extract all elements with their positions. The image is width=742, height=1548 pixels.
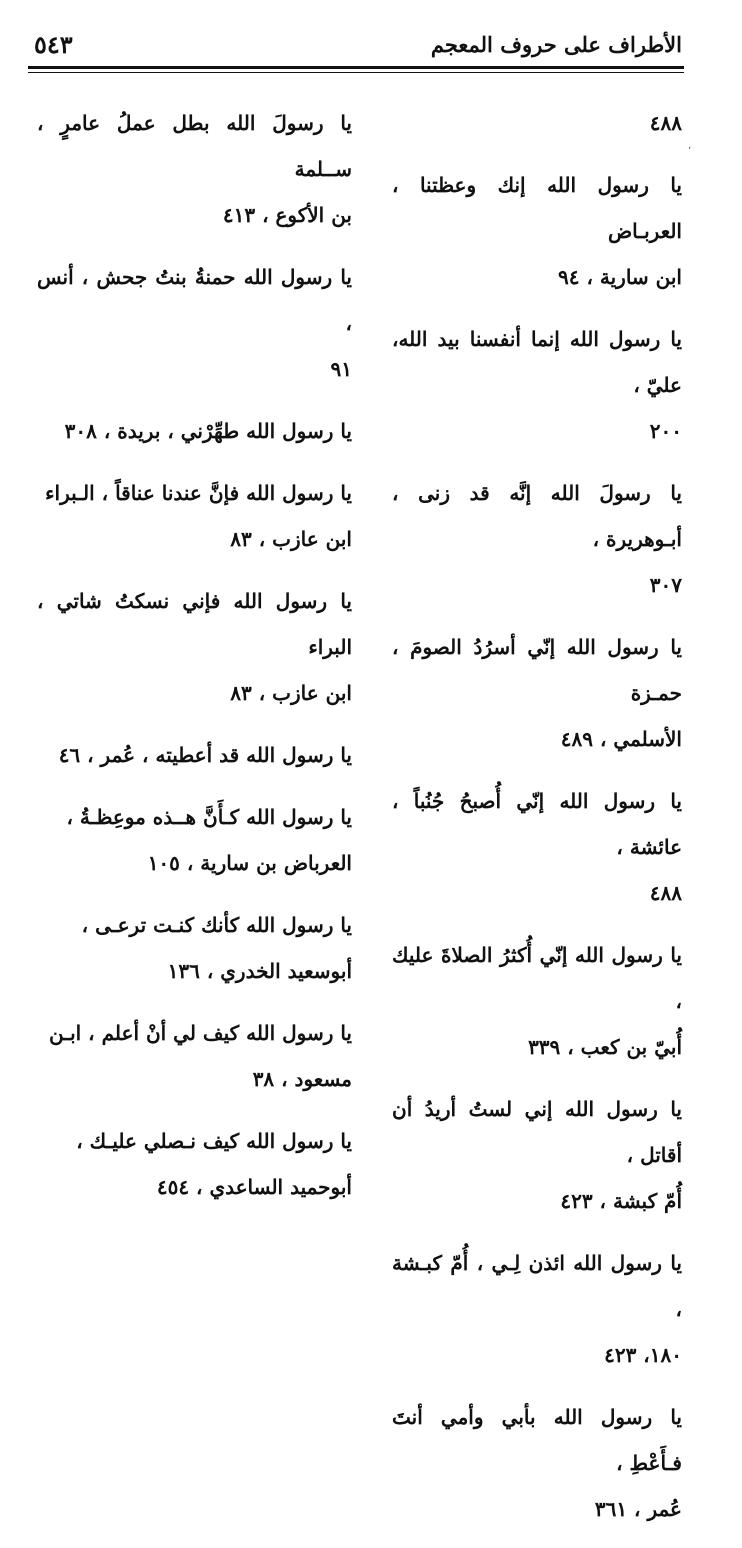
- index-entry: يا رسول الله إنّي أُكثرُ الصلاةَ عليك ، أُبيّ بن كعب ، ٣٣٩: [392, 943, 682, 1059]
- index-entry: يا رسول الله حمنةُ بنتُ جحش ، أنس ، ٩١: [37, 265, 352, 381]
- index-entry: يا رسول الله بأبي وأمي أنتَ فـأَعْطِ ، عُمر ، ٣٦١: [392, 1405, 682, 1521]
- running-title: الأطراف على حروف المعجم: [430, 32, 682, 57]
- index-entry: يا رسول الله إني لستُ أريدُ أن أقاتل ، أُمّ كبشة ، ٤٢٣: [392, 1097, 682, 1213]
- index-entry: يا رسول الله كـأَنَّ هــذه موعِظـةُ ، العرباض بن سارية ، ١٠٥: [66, 805, 352, 875]
- index-entry: يا رسول الله إنّي أسرُدُ الصومَ ، حمـزة الأسلمي ، ٤٨٩: [392, 635, 682, 751]
- index-entry: يا رسول الله قد أعطيته ، عُمر ، ٤٦: [58, 743, 352, 767]
- index-entry: يا رسول الله ائذن لِـي ، أُمّ كبـشة ، ١٨٠، ٤٢٣: [392, 1251, 682, 1367]
- index-entry: يا رسولَ الله بطل عملُ عامرٍ ، ســلمة بن الأكوع ، ٤١٣: [37, 111, 352, 227]
- index-entry: يا رسول الله إنّي أُصبحُ جُنُباً ، عائشة ، ٤٨٨: [392, 789, 682, 905]
- index-entry: يا رسولَ الله إنَّه قد زنى ، أبـوهريرة ، ٣٠٧: [392, 481, 682, 597]
- index-entry: يا رسول الله فإني نسكتُ شاتي ، البراء ابن عازب ، ٨٣: [37, 589, 352, 705]
- index-entry: يا رسول الله طهِّرْني ، بريدة ، ٣٠٨: [64, 419, 352, 443]
- index-entry: يا رسول الله إنما أنفسنا بيد الله، عليّ ، ٢٠٠: [392, 327, 682, 443]
- page-number: ٥٤٣: [34, 30, 73, 59]
- index-entry: ٤٨٨: [649, 111, 682, 135]
- index-entry: يا رسول الله كأنك كنـت ترعـى ، أبوسعيد الخدري ، ١٣٦: [81, 913, 352, 983]
- index-entry: يا رسول الله فإنَّ عندنا عناقاً ، الـبراء ابن عازب ، ٨٣: [45, 481, 352, 551]
- page-header: [30, 28, 682, 62]
- print-speck: ٬: [688, 146, 692, 157]
- left-column: [37, 100, 352, 1226]
- header-rule-thin: [28, 72, 684, 73]
- index-entry: يا رسول الله كيف لي أنْ أعلم ، ابـن مسعود ، ٣٨: [49, 1021, 352, 1091]
- right-column: [392, 100, 682, 1548]
- header-rule-thick: [28, 66, 684, 69]
- index-entry: يا رسول الله إنك وعظتنا ، العربـاض ابن سارية ، ٩٤: [392, 173, 682, 289]
- index-entry: يا رسول الله كيف نـصلي عليـك ، أبوحميد الساعدي ، ٤٥٤: [76, 1129, 352, 1199]
